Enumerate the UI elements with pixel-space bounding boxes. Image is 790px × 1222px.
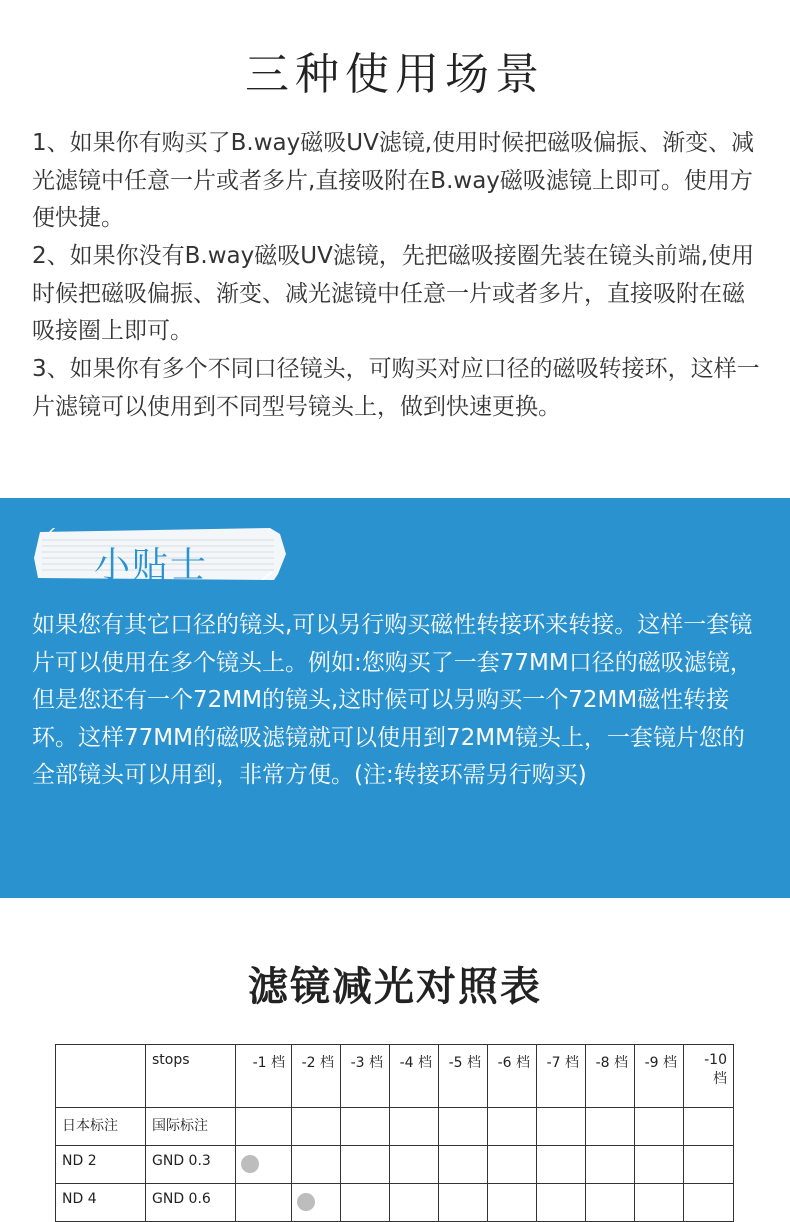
nd-reference-table: [55, 1044, 734, 1222]
table-cell: ND 2: [56, 1146, 146, 1184]
table-row: [56, 1146, 734, 1184]
table-header-cell: -10 档: [684, 1045, 734, 1108]
table-header-cell: stops: [146, 1045, 236, 1108]
table-cell: 国际标注: [146, 1108, 236, 1146]
table-header-cell: -4 档: [390, 1045, 439, 1108]
table-cell: GND 0.6: [146, 1184, 236, 1222]
usage-paragraph-2: 2、如果你没有B.way磁吸UV滤镜，先把磁吸接圈先装在镜头前端,使用时候把磁吸偏振、渐变、减光滤镜中任意一片或者多片，直接吸附在磁吸接圈上即可。: [32, 243, 755, 344]
stop-marker-dot: [297, 1193, 315, 1211]
table-header-cell: -5 档: [439, 1045, 488, 1108]
tip-text: 如果您有其它口径的镜头,可以另行购买磁性转接环来转接。这样一套镜片可以使用在多个镜头上。例如:您购买了一套77MM口径的磁吸滤镜，但是您还有一个72MM的镜头,这时候可以另购买一个72MM磁性转接环。这样77MM的磁吸滤镜就可以使用到72MM镜头上，一套镜片您的全部镜头可以用到，非常方便。(注:转接环需另行购买): [32, 612, 753, 788]
table-header-cell: -1 档: [236, 1045, 292, 1108]
table-row: [56, 1184, 734, 1222]
table-title: 滤镜减光对照表: [248, 964, 542, 1010]
table-header-cell: -8 档: [586, 1045, 635, 1108]
usage-section: [0, 0, 790, 498]
table-cell: 日本标注: [56, 1108, 146, 1146]
table-header-cell: -3 档: [341, 1045, 390, 1108]
table-header-cell: [56, 1045, 146, 1108]
usage-paragraph-1: 1、如果你有购买了B.way磁吸UV滤镜,使用时候把磁吸偏振、渐变、减光滤镜中任意一片或者多片,直接吸附在B.way磁吸滤镜上即可。使用方便快捷。: [32, 130, 755, 231]
table-subheader-row: [56, 1108, 734, 1146]
table-header-cell: -7 档: [537, 1045, 586, 1108]
usage-title: 三种使用场景: [245, 49, 545, 100]
usage-paragraph-3: 3、如果你有多个不同口径镜头，可购买对应口径的磁吸转接环，这样一片滤镜可以使用到不同型号镜头上，做到快速更换。: [32, 356, 760, 420]
table-cell: GND 0.3: [146, 1146, 236, 1184]
table-header-row: [56, 1045, 734, 1108]
table-header-cell: -6 档: [488, 1045, 537, 1108]
table-header-cell: -2 档: [292, 1045, 341, 1108]
tip-label: 小贴士: [94, 545, 209, 586]
table-header-cell: -9 档: [635, 1045, 684, 1108]
table-cell: ND 4: [56, 1184, 146, 1222]
stop-marker-dot: [241, 1155, 259, 1173]
